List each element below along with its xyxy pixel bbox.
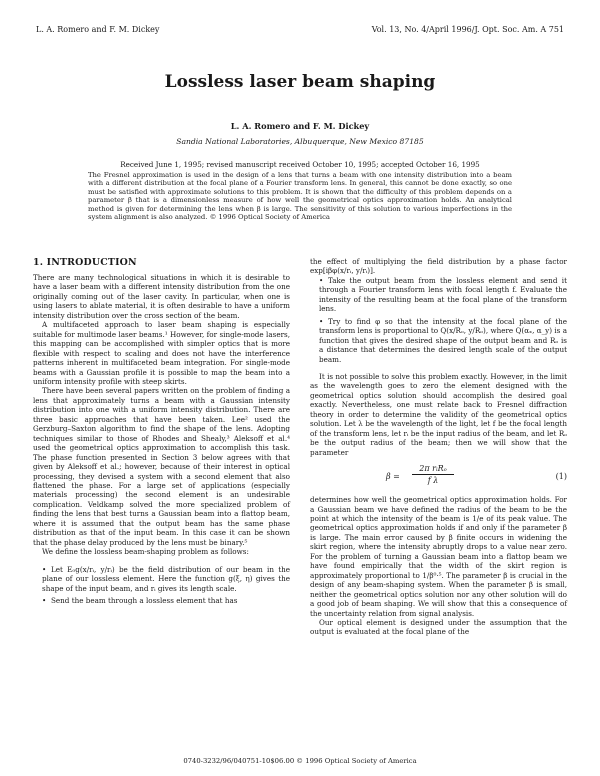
equation-1 [310, 463, 567, 491]
intro-paragraph-3: There have been several papers written on the problem of finding a lens that approximately turns a beam with a Gaussian intensity distribution into one with a uniform intensity distribution. There are three basic approaches that have been taken. Lee² used the Gerzburg–Saxton algorithm to find the shape of the lens. Adopting techniques similar to those of Rhodes and Shealy,³ Aleksoff et al.⁴ used the geometrical optics approximation to accomplish this task. The phase function presented in Section 3 below agrees with that given by Aleksoff et al.; however, because of their interest in optical processing, they devised a system with a second element that also flattened the phase. For a large set of applications (especially materials processing) the second element is an undesirable complication. Veldkamp solved the more specialized problem of finding the lens that best turns a Gaussian beam into a flattop beam, where it is assumed that the output beam has the same phase distribution as that of the input beam. In this case it can be shown that the phase delay produced by the lens must be binary.⁵ [33, 386, 290, 547]
section-heading-introduction: 1. INTRODUCTION [33, 257, 137, 268]
right-paragraph-1: the effect of multiplying the field distribution by a phase factor exp[iβφ(x/rᵢ, y/rᵢ)]. [310, 257, 567, 276]
intro-paragraph-4: We define the lossless beam-shaping problem as follows: [42, 547, 249, 557]
equation-number: (1) [555, 472, 567, 482]
received-dates: Received June 1, 1995; revised manuscript received October 10, 1995; accepted October 16, 1995 [120, 160, 480, 169]
intro-paragraph-1: There are many technological situations in which it is desirable to have a laser beam with a different intensity distribution from the one originally coming out of the laser cavity. In particular, when one is using lasers to ablate material, it is often desirable to have a uniform intensity distribution over the cross section of the beam. [33, 273, 290, 320]
paper-title: Lossless laser beam shaping [164, 72, 436, 92]
list-item: • Let E₀g(x/rᵢ, y/rᵢ) be the field distribution of our beam in the plane of our lossless element. Here the function g(ξ, η) gives the shape of the input beam, and rᵢ gives its length scale. [42, 564, 290, 593]
abstract: The Fresnel approximation is used in the design of a lens that turns a beam with one intensity distribution into a beam with a different distribution at the focal plane of a Fourier transform lens. In general, this cannot be done exactly, so one must be satisfied with approximate solutions to this problem. It is shown that the difficulty of this problem depends on a parameter β that is a dimensionless measure of how well the geometrical optics approximation holds. An analytical method is given for determining the lens when β is large. The sensitivity of this solution to various imperfections in the system alignment is also analyzed. © 1996 Optical Society of America [88, 171, 512, 222]
equation-denominator: f λ [427, 476, 439, 486]
equation-numerator: 2π rᵢRₒ [412, 463, 454, 475]
right-paragraph-2: It is not possible to solve this problem exactly. However, in the limit as the wavelength goes to zero the element designed with the geometrical optics solution should accomplish the desired goal exactly. Nevertheless, one must relate back to Fresnel diffraction theory in order to determine the validity of the geometrical optics solution. Let λ be the wavelength of the light, let f be the focal length of the transform lens, let rᵢ be the input radius of the beam, and let Rₒ be the output radius of the beam; then we will show that the parameter [310, 371, 567, 457]
page-footer: 0740-3232/96/040751-10$06.00 © 1996 Optical Society of America [183, 757, 417, 765]
bullet-icon: • [42, 564, 47, 574]
list-item: • Try to find φ so that the intensity at the focal plane of the transform lens is proportional to Q(x/Rₒ, y/Rₒ), where Q(αₓ, α_y) is a function that gives the desired shape of the output beam and Rₒ is a distance that determines the desired length scale of the output beam. [319, 316, 567, 364]
left-column [33, 257, 290, 605]
right-column [310, 257, 567, 637]
running-head-journal: Vol. 13, No. 4/April 1996/J. Opt. Soc. Am. A 751 [371, 25, 564, 34]
list-item: • Take the output beam from the lossless element and send it through a Fourier transform lens with focal length f. Evaluate the intensity of the resulting beam at the focal plane of the transform lens. [319, 275, 567, 314]
author-affiliation: Sandia National Laboratories, Albuquerque, New Mexico 87185 [176, 137, 424, 146]
bullet-icon: • [319, 275, 324, 285]
paper-authors: L. A. Romero and F. M. Dickey [230, 121, 370, 131]
equation-fraction [412, 463, 454, 487]
running-head [36, 24, 564, 36]
right-paragraph-4: Our optical element is designed under the assumption that the output is evaluated at the focal plane of the [310, 617, 567, 637]
equation-lhs: β = [386, 472, 400, 482]
bullet-icon: • [319, 316, 324, 326]
intro-paragraph-2: A multifaceted approach to laser beam shaping is especially suitable for multimode laser beams.¹ However, for single-mode lasers, this mapping can be accomplished with simpler optics that is more flexible with respect to scaling and does not have the interference patterns inherent in multifaceted beam integration. For single-mode beams with a Gaussian profile it is possible to map the beam into a uniform intensity profile with steep skirts. [33, 320, 290, 386]
right-paragraph-3: determines how well the geometrical optics approximation holds. For a Gaussian beam we have defined the radius of the beam to be the point at which the intensity of the beam is 1/e of its peak value. The geometrical optics approximation holds if and only if the parameter β is large. The main error caused by β finite occurs in widening the skirt region, where the intensity abruptly drops to a value near zero. For the problem of turning a Gaussian beam into a flattop beam we have found empirically that the width of the skirt region is approximately proportional to 1/β⁰·⁵. The parameter β is crucial in the design of any beam-shaping system. When the parameter β is small, neither the geometrical optics solution nor any other solution will do a good job of beam shaping. We will show that this a consequence of the uncertainty relation from signal analysis. [310, 495, 567, 618]
bullet-icon: • [42, 595, 47, 605]
list-item: • Send the beam through a lossless element that has [42, 595, 238, 605]
running-head-authors: L. A. Romero and F. M. Dickey [36, 25, 160, 34]
